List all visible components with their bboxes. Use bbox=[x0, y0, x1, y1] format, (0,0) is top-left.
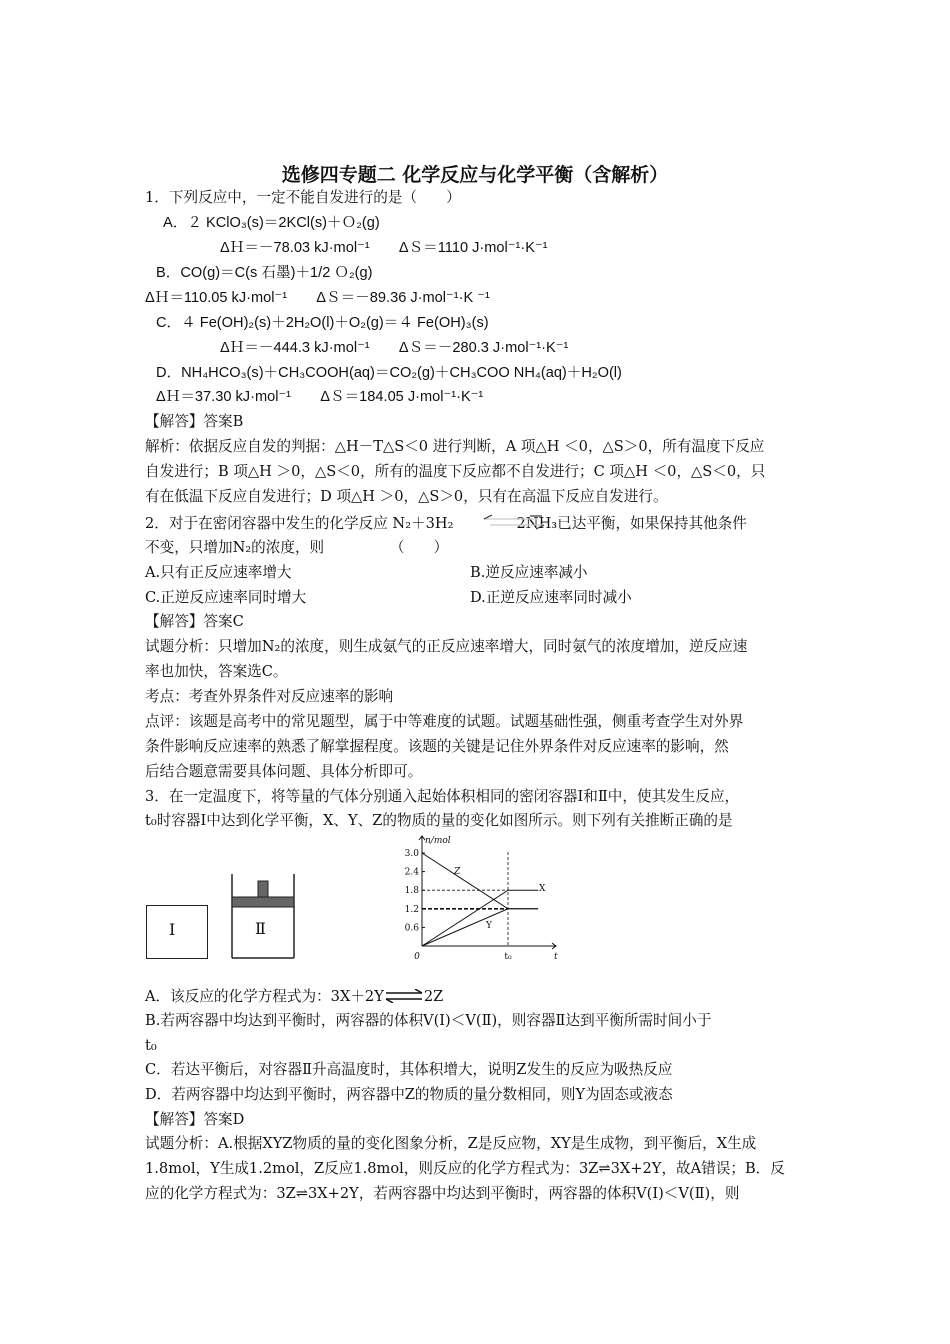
q3-analysis-line: 1.8mol，Y生成1.2mol，Z反应1.8mol，则反应的化学方程式为：3Z⇌3X+2Y，故A错误；B．反 bbox=[145, 1160, 785, 1177]
q1-answer: 【解答】答案B bbox=[145, 413, 244, 430]
q3-stem-line: t₀时容器Ⅰ中达到化学平衡，X、Y、Z的物质的量的变化如图所示。则下列有关推断正确的是 bbox=[145, 812, 733, 829]
q2-dianping-line: 条件影响反应速率的熟悉了解掌握程度。该题的关键是记住外界条件对反应速率的影响，然 bbox=[145, 738, 729, 755]
q3-option-a-text: A．该反应的化学方程式为：3X＋2Y bbox=[145, 988, 384, 1005]
n-t-chart bbox=[388, 832, 568, 964]
q2-answer: 【解答】答案C bbox=[145, 613, 244, 630]
q2-analysis-line: 试题分析：只增加N₂的浓度，则生成氨气的正反应速率增大，同时氨气的浓度增加，逆反应速 bbox=[145, 638, 748, 655]
series-label-x: X bbox=[539, 884, 546, 894]
series-label-z: Z bbox=[454, 867, 461, 877]
y-tick-label: 3.0 bbox=[404, 849, 419, 859]
q3-option-c: C．若达平衡后，对容器Ⅱ升高温度时，其体积增大，说明Z发生的反应为吸热反应 bbox=[145, 1061, 673, 1078]
y-tick-label: 1.2 bbox=[404, 904, 419, 915]
q2-dianping-line: 后结合题意需要具体问题、具体分析即可。 bbox=[145, 763, 423, 780]
series-label-y: Y bbox=[486, 921, 492, 931]
series-line-y bbox=[422, 909, 538, 946]
q2-option-c: C.正逆反应速率同时增大 bbox=[145, 589, 307, 606]
q2-option-a: A.只有正反应速率增大 bbox=[145, 564, 292, 581]
q2-stem-line: 不变，只增加N₂的浓度，则 （ ） bbox=[145, 539, 449, 556]
q1-stem: 1．下列反应中，一定不能自发进行的是（ ） bbox=[145, 189, 461, 206]
q1-analysis-line: 解析：依据反应自发的判据：△H－T△S＜0 进行判断，A 项△H ＜0，△S＞0，所有温度下反应 bbox=[145, 438, 765, 455]
series-line-x bbox=[422, 890, 538, 946]
q3-option-b-line: t₀ bbox=[145, 1037, 157, 1054]
container-1 bbox=[146, 905, 208, 959]
q1-option-b-values: ΔＨ＝110.05 kJ·mol⁻¹ ΔＳ＝－89.36 J·mol⁻¹·K ⁻¹ bbox=[145, 290, 490, 306]
q2-option-b: B.逆反应速率减小 bbox=[470, 564, 588, 581]
series-line-z bbox=[422, 853, 538, 909]
q3-option-d: D．若两容器中均达到平衡时，两容器中Z的物质的量分数相同，则Y为固态或液态 bbox=[145, 1086, 673, 1103]
x-axis-label: t bbox=[554, 952, 558, 962]
y-tick-label: 2.4 bbox=[404, 867, 419, 878]
x-tick-label: 0 bbox=[414, 952, 420, 962]
q3-analysis-line: 试题分析：A.根据XYZ物质的量的变化图象分析，Z是反应物，XY是生成物，到平衡后，X生成 bbox=[145, 1135, 757, 1152]
q1-option-b-reaction: B．CO(g)＝C(s 石墨)＋1/2 Ｏ₂(g) bbox=[156, 265, 373, 281]
q2-option-d: D.正逆反应速率同时减小 bbox=[470, 589, 632, 606]
q1-option-d-reaction: D．NH₄HCO₃(s)＋CH₃COOH(aq)＝CO₂(g)＋CH₃COO NH₄(aq)＋H₂O(l) bbox=[156, 365, 622, 381]
q3-option-a bbox=[145, 987, 443, 1007]
q3-analysis-line: 应的化学方程式为：3Z⇌3X+2Y，若两容器中均达到平衡时，两容器的体积V(Ⅰ)＜V(Ⅱ)，则 bbox=[145, 1185, 740, 1202]
q2-kaodian: 考点：考查外界条件对反应速率的影响 bbox=[145, 688, 394, 705]
container-1-label: Ⅰ bbox=[169, 920, 176, 939]
equilibrium-arrow-icon bbox=[480, 512, 552, 532]
q1-option-a-reaction: A．２ KClO₃(s)＝2KCl(s)＋Ｏ₂(g) bbox=[163, 215, 380, 231]
reversible-arrow-icon bbox=[384, 989, 424, 1003]
q3-stem-line: 3．在一定温度下，将等量的气体分别通入起始体积相同的密闭容器Ⅰ和Ⅱ中，使其发生反应， bbox=[145, 788, 740, 805]
y-axis-label: n/mol bbox=[425, 836, 451, 846]
q1-option-d-values: ΔＨ＝37.30 kJ·mol⁻¹ ΔＳ＝184.05 J·mol⁻¹·K⁻¹ bbox=[156, 389, 484, 405]
q2-analysis-line: 率也加快，答案选C。 bbox=[145, 663, 288, 680]
q3-answer: 【解答】答案D bbox=[145, 1111, 245, 1128]
q2-dianping-line: 点评：该题是高考中的常见题型，属于中等难度的试题。试题基础性强，侧重考查学生对外界 bbox=[145, 713, 744, 730]
y-tick-label: 1.8 bbox=[404, 886, 419, 897]
page-title: 选修四专题二 化学反应与化学平衡（含解析） bbox=[281, 164, 669, 186]
q1-analysis-line: 有在低温下反应自发进行；D 项△H ＞0，△S＞0，只有在高温下反应自发进行。 bbox=[145, 488, 668, 505]
q3-option-a-product: 2Z bbox=[423, 988, 444, 1005]
container-2-label: Ⅱ bbox=[255, 919, 266, 938]
q1-option-a-values: ΔＨ＝－78.03 kJ·mol⁻¹ ΔＳ＝1110 J·mol⁻¹·K⁻¹ bbox=[220, 240, 548, 256]
q1-option-c-values: ΔＨ＝－444.3 kJ·mol⁻¹ ΔＳ＝－280.3 J·mol⁻¹·K⁻¹ bbox=[220, 340, 569, 356]
x-tick-label: t₀ bbox=[504, 952, 512, 962]
container-2-piston bbox=[228, 874, 298, 960]
q3-option-b-line: B.若两容器中均达到平衡时，两容器的体积V(Ⅰ)＜V(Ⅱ)，则容器Ⅱ达到平衡所需时间小于 bbox=[145, 1012, 712, 1029]
y-tick-label: 0.6 bbox=[404, 923, 419, 934]
q1-option-c-reaction: C．４ Fe(OH)₂(s)＋2H₂O(l)＋O₂(g)＝４ Fe(OH)₃(s) bbox=[156, 315, 489, 331]
q2-stem-line: 2．对于在密闭容器中发生的化学反应 N₂＋3H₂ 2NH₃已达平衡，如果保持其他条件 bbox=[145, 515, 747, 532]
q1-analysis-line: 自发进行；B 项△H ＞0，△S＜0，所有的温度下反应都不自发进行；C 项△H ＜0，△S＜0，只 bbox=[145, 463, 766, 480]
